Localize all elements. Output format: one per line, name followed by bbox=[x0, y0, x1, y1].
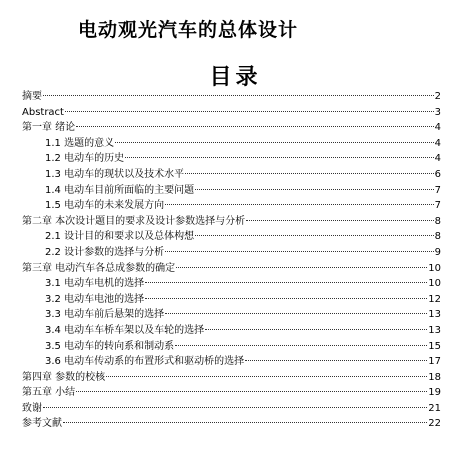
toc-entry[interactable] bbox=[22, 167, 441, 183]
toc-leader-dots bbox=[165, 204, 434, 205]
toc-entry-page-number: 12 bbox=[428, 293, 441, 305]
toc-entry-label: 1.4 电动车目前所面临的主要问题 bbox=[45, 184, 195, 196]
toc-entry-label: 3.5 电动车的转向系和制动系 bbox=[45, 340, 175, 352]
toc-entry[interactable] bbox=[22, 261, 441, 277]
toc-entry-page-number: 7 bbox=[434, 184, 441, 196]
toc-leader-dots bbox=[205, 329, 427, 330]
toc-entry[interactable] bbox=[22, 245, 441, 261]
toc-entry-page-number: 4 bbox=[434, 153, 441, 165]
toc-heading: 目录 bbox=[209, 65, 262, 90]
table-of-contents bbox=[22, 89, 441, 432]
toc-entry-page-number: 6 bbox=[434, 168, 441, 180]
toc-entry-label: Abstract bbox=[22, 106, 64, 118]
toc-entry-page-number: 13 bbox=[428, 324, 441, 336]
toc-entry-label: 3.4 电动车车桥车架以及车轮的选择 bbox=[45, 324, 205, 336]
toc-leader-dots bbox=[195, 189, 434, 190]
toc-entry[interactable] bbox=[22, 276, 441, 292]
toc-leader-dots bbox=[165, 313, 427, 314]
toc-entry[interactable] bbox=[22, 323, 441, 339]
toc-entry[interactable] bbox=[22, 401, 441, 417]
toc-entry-label: 1.5 电动车的未来发展方向 bbox=[45, 200, 165, 212]
toc-leader-dots bbox=[76, 391, 427, 392]
toc-entry-page-number: 22 bbox=[428, 418, 441, 430]
toc-entry-label: 第五章 小结 bbox=[22, 387, 76, 399]
toc-leader-dots bbox=[76, 126, 433, 127]
toc-leader-dots bbox=[65, 111, 434, 112]
toc-entry-label: 第一章 绪论 bbox=[22, 122, 76, 134]
toc-entry-label: 2.2 设计参数的选择与分析 bbox=[45, 246, 165, 258]
toc-entry-page-number: 2 bbox=[434, 91, 441, 102]
toc-leader-dots bbox=[63, 422, 427, 423]
toc-entry-page-number: 4 bbox=[434, 122, 441, 134]
toc-entry-page-number: 10 bbox=[428, 262, 441, 274]
toc-entry-page-number: 15 bbox=[428, 340, 441, 352]
toc-leader-dots bbox=[175, 345, 427, 346]
toc-entry-label: 1.2 电动车的历史 bbox=[45, 153, 125, 165]
toc-entry[interactable] bbox=[22, 354, 441, 370]
toc-entry[interactable] bbox=[22, 370, 441, 386]
toc-leader-dots bbox=[176, 267, 427, 268]
toc-entry[interactable] bbox=[22, 120, 441, 136]
toc-entry[interactable] bbox=[22, 198, 441, 214]
toc-entry-label: 1.3 电动车的现状以及技术水平 bbox=[45, 168, 185, 180]
toc-entry-label: 摘要 bbox=[22, 91, 42, 102]
toc-entry-label: 3.6 电动车传动系的布置形式和驱动桥的选择 bbox=[45, 356, 245, 368]
toc-entry-page-number: 10 bbox=[428, 278, 441, 290]
toc-entry[interactable] bbox=[22, 307, 441, 323]
toc-entry[interactable] bbox=[22, 292, 441, 308]
toc-entry-page-number: 18 bbox=[428, 371, 441, 383]
toc-leader-dots bbox=[43, 95, 434, 96]
toc-entry-label: 第四章 参数的校核 bbox=[22, 371, 106, 383]
toc-entry-label: 2.1 设计目的和要求以及总体构想 bbox=[45, 231, 195, 243]
toc-leader-dots bbox=[245, 360, 427, 361]
toc-entry-page-number: 9 bbox=[434, 246, 441, 258]
toc-entry[interactable] bbox=[22, 385, 441, 401]
toc-entry[interactable] bbox=[22, 89, 441, 105]
toc-entry-label: 致谢 bbox=[22, 402, 42, 414]
toc-entry-page-number: 13 bbox=[428, 309, 441, 321]
toc-entry-label: 3.3 电动车前后悬架的选择 bbox=[45, 309, 165, 321]
toc-entry-page-number: 17 bbox=[428, 356, 441, 368]
toc-entry-label: 第二章 本次设计题目的要求及设计参数选择与分析 bbox=[22, 215, 246, 227]
document-title: 电动观光汽车的总体设计 bbox=[78, 19, 299, 41]
toc-entry-page-number: 8 bbox=[434, 231, 441, 243]
toc-leader-dots bbox=[125, 157, 434, 158]
toc-leader-dots bbox=[165, 251, 434, 252]
toc-entry-page-number: 19 bbox=[428, 387, 441, 399]
toc-entry[interactable] bbox=[22, 151, 441, 167]
toc-entry[interactable] bbox=[22, 416, 441, 432]
toc-leader-dots bbox=[185, 173, 434, 174]
toc-entry[interactable] bbox=[22, 136, 441, 152]
toc-entry[interactable] bbox=[22, 229, 441, 245]
toc-entry-label: 1.1 选题的意义 bbox=[45, 137, 115, 149]
toc-entry-page-number: 7 bbox=[434, 200, 441, 212]
toc-leader-dots bbox=[195, 235, 434, 236]
toc-entry-label: 第三章 电动汽车各总成参数的确定 bbox=[22, 262, 176, 274]
toc-entry[interactable] bbox=[22, 183, 441, 199]
toc-entry-label: 参考文献 bbox=[22, 418, 62, 430]
toc-entry-label: 3.1 电动车电机的选择 bbox=[45, 278, 145, 290]
toc-entry-page-number: 8 bbox=[434, 215, 441, 227]
toc-entry[interactable] bbox=[22, 105, 441, 121]
toc-leader-dots bbox=[145, 282, 427, 283]
toc-leader-dots bbox=[115, 142, 434, 143]
toc-entry[interactable] bbox=[22, 339, 441, 355]
toc-leader-dots bbox=[145, 298, 427, 299]
toc-leader-dots bbox=[106, 376, 427, 377]
toc-leader-dots bbox=[43, 407, 427, 408]
toc-leader-dots bbox=[246, 220, 433, 221]
toc-entry-label: 3.2 电动车电池的选择 bbox=[45, 293, 145, 305]
toc-entry[interactable] bbox=[22, 214, 441, 230]
toc-entry-page-number: 4 bbox=[434, 137, 441, 149]
toc-entry-page-number: 21 bbox=[428, 402, 441, 414]
toc-entry-page-number: 3 bbox=[434, 106, 441, 118]
